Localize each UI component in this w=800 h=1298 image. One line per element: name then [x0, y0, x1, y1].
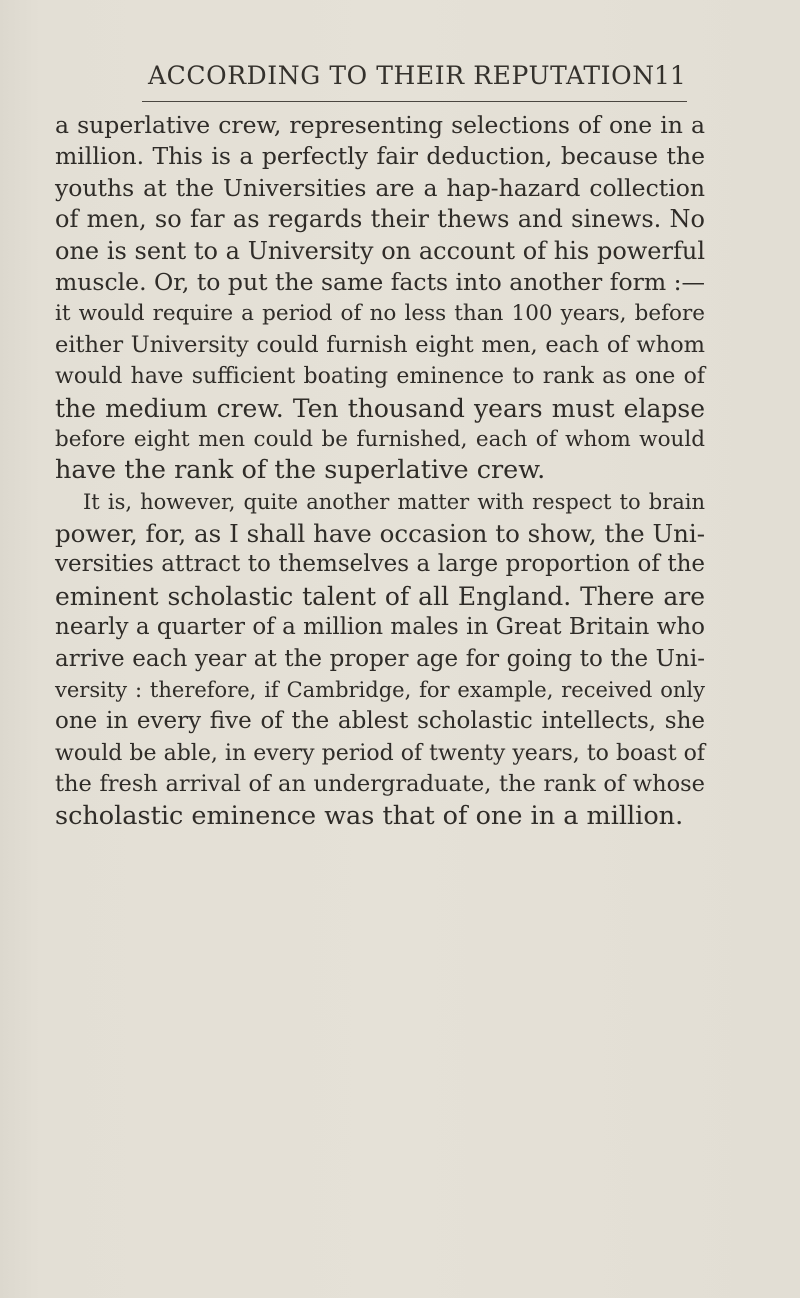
text-line: of men, so far as regards their thews and sinews. No: [55, 205, 705, 234]
text-line: it would require a period of no less than 100 years, before: [55, 301, 705, 327]
text-line: million. This is a perfectly fair deduction, because the: [55, 142, 705, 171]
running-head: ACCORDING TO THEIR REPUTATION: [148, 61, 655, 90]
text-line: arrive each year at the proper age for going to the Uni-: [55, 645, 705, 672]
text-line: would be able, in every period of twenty years, to boast of: [55, 740, 705, 766]
body-text: [55, 110, 705, 832]
text-line: one in every five of the ablest scholastic intellects, she: [55, 708, 705, 735]
text-line: youths at the Universities are a hap-hazard collection: [55, 173, 705, 202]
text-line: It is, however, quite another matter with respect to brain: [83, 489, 705, 514]
text-line: either University could furnish eight men, each of whom: [55, 331, 705, 358]
text-line: scholastic eminence was that of one in a million.: [55, 800, 684, 831]
text-line: muscle. Or, to put the same facts into another form :—: [55, 267, 705, 296]
header-rule: [142, 101, 687, 102]
paragraph-2: [55, 487, 705, 832]
page-number: 11: [654, 61, 686, 90]
text-line: versities attract to themselves a large proportion of the: [55, 551, 705, 578]
text-line: the medium crew. Ten thousand years must elapse: [55, 393, 705, 423]
text-line: have the rank of the superlative crew.: [55, 455, 546, 486]
page-header: [0, 58, 800, 98]
text-line: would have sufficient boating eminence to rank as one of: [55, 364, 705, 390]
text-line: versity : therefore, if Cambridge, for example, received only: [55, 678, 705, 703]
text-line: nearly a quarter of a million males in Great Britain who: [55, 614, 705, 641]
text-line: the fresh arrival of an undergraduate, the rank of whose: [55, 771, 705, 798]
text-line: before eight men could be furnished, each of whom would: [55, 426, 705, 452]
text-line: eminent scholastic talent of all England. There are: [55, 581, 705, 611]
paragraph-1: [55, 110, 705, 487]
text-line: one is sent to a University on account of his powerful: [55, 236, 705, 265]
text-line: a superlative crew, representing selections of one in a: [55, 111, 705, 139]
text-line: power, for, as I shall have occasion to show, the Uni-: [55, 519, 705, 549]
